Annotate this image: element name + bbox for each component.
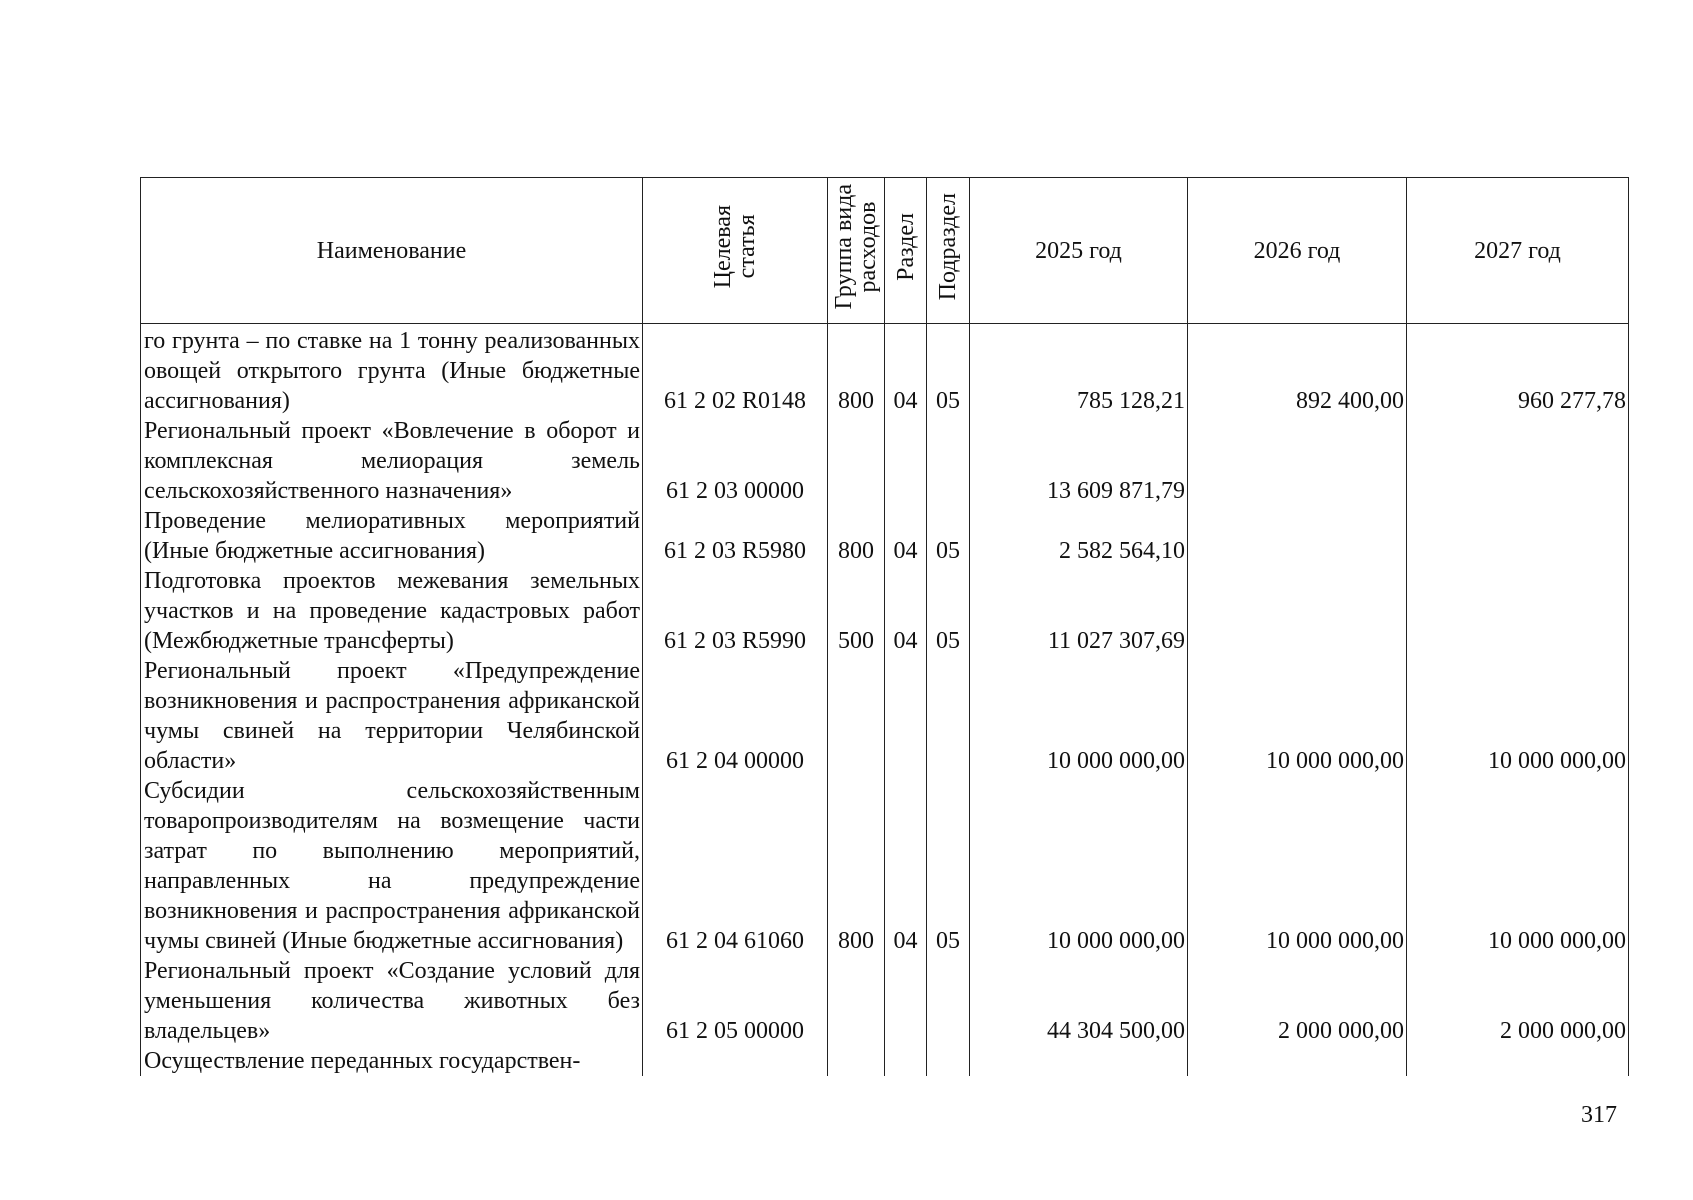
row-expense-group-cell: 800	[828, 776, 885, 956]
header-year-2027: 2027 год	[1407, 178, 1629, 324]
table-row	[141, 566, 1629, 656]
row-2025-amount-cell: 785 128,21	[970, 324, 1188, 417]
row-expense-group-cell	[828, 656, 885, 776]
row-name-cell: Региональный проект «Предупреждение возникновения и распространения африканской чумы свиней на территории Челябинской области»	[141, 656, 643, 776]
row-2026-amount-cell: 10 000 000,00	[1188, 776, 1407, 956]
row-2027-amount-cell	[1407, 566, 1629, 656]
row-expense-group-cell: 500	[828, 566, 885, 656]
row-section-cell	[885, 1046, 927, 1076]
row-subsection-cell	[927, 416, 970, 506]
row-section-cell	[885, 416, 927, 506]
table-row	[141, 324, 1629, 417]
row-name-cell: Региональный проект «Вовлечение в оборот и комплексная мелиорация земель сельскохозяйственного назначения»	[141, 416, 643, 506]
row-expense-group-cell	[828, 416, 885, 506]
row-2027-amount-cell	[1407, 1046, 1629, 1076]
row-2025-amount-cell: 13 609 871,79	[970, 416, 1188, 506]
row-subsection-cell	[927, 1046, 970, 1076]
header-section: Раздел	[885, 178, 927, 324]
row-name-cell: Региональный проект «Создание условий для уменьшения количества животных без владельцев»	[141, 956, 643, 1046]
table-row	[141, 416, 1629, 506]
row-section-cell: 04	[885, 566, 927, 656]
row-2027-amount-cell: 10 000 000,00	[1407, 656, 1629, 776]
row-2026-amount-cell	[1188, 566, 1407, 656]
row-2027-amount-cell	[1407, 416, 1629, 506]
table-row	[141, 776, 1629, 956]
row-section-cell: 04	[885, 506, 927, 566]
table-row	[141, 1046, 1629, 1076]
row-expense-group-cell	[828, 956, 885, 1046]
row-2026-amount-cell: 2 000 000,00	[1188, 956, 1407, 1046]
budget-table	[140, 177, 1629, 1076]
row-2025-amount-cell: 44 304 500,00	[970, 956, 1188, 1046]
row-2027-amount-cell: 2 000 000,00	[1407, 956, 1629, 1046]
row-section-cell: 04	[885, 776, 927, 956]
header-subsection: Подраздел	[927, 178, 970, 324]
row-2025-amount-cell: 10 000 000,00	[970, 776, 1188, 956]
row-2026-amount-cell	[1188, 1046, 1407, 1076]
row-subsection-cell: 05	[927, 506, 970, 566]
row-name-cell: Проведение мелиоративных мероприятий (Иные бюджетные ассигнования)	[141, 506, 643, 566]
row-section-cell: 04	[885, 324, 927, 417]
row-section-cell	[885, 656, 927, 776]
header-year-2025: 2025 год	[970, 178, 1188, 324]
table-row	[141, 656, 1629, 776]
row-name-cell: го грунта – по ставке на 1 тонну реализованных овощей открытого грунта (Иные бюджетные ассигнования)	[141, 324, 643, 417]
row-2025-amount-cell: 10 000 000,00	[970, 656, 1188, 776]
header-year-2026: 2026 год	[1188, 178, 1407, 324]
row-2025-amount-cell: 2 582 564,10	[970, 506, 1188, 566]
row-target-article-cell: 61 2 04 61060	[643, 776, 828, 956]
row-2026-amount-cell	[1188, 416, 1407, 506]
table-header-row	[141, 178, 1629, 324]
row-2026-amount-cell: 892 400,00	[1188, 324, 1407, 417]
row-section-cell	[885, 956, 927, 1046]
table-row	[141, 956, 1629, 1046]
row-target-article-cell: 61 2 02 R0148	[643, 324, 828, 417]
row-2025-amount-cell	[970, 1046, 1188, 1076]
row-subsection-cell: 05	[927, 324, 970, 417]
row-subsection-cell: 05	[927, 566, 970, 656]
row-2027-amount-cell: 960 277,78	[1407, 324, 1629, 417]
row-subsection-cell: 05	[927, 776, 970, 956]
row-name-cell: Подготовка проектов межевания земельных участков и на проведение кадастровых работ (Межбюджетные трансферты)	[141, 566, 643, 656]
row-target-article-cell: 61 2 03 R5990	[643, 566, 828, 656]
header-target-article: Целевая статья	[643, 178, 828, 324]
row-expense-group-cell	[828, 1046, 885, 1076]
row-2025-amount-cell: 11 027 307,69	[970, 566, 1188, 656]
row-2026-amount-cell: 10 000 000,00	[1188, 656, 1407, 776]
row-2027-amount-cell	[1407, 506, 1629, 566]
row-target-article-cell: 61 2 05 00000	[643, 956, 828, 1046]
header-name: Наименование	[141, 178, 643, 324]
page-number: 317	[1581, 1102, 1617, 1128]
row-target-article-cell: 61 2 03 R5980	[643, 506, 828, 566]
row-name-cell: Субсидии сельскохозяйственным товаропроизводителям на возмещение части затрат по выполнению мероприятий, направленных на предупреждение возникновения и распространения африканской чумы свиней (Иные бюджетные ассигнования)	[141, 776, 643, 956]
row-expense-group-cell: 800	[828, 506, 885, 566]
row-expense-group-cell: 800	[828, 324, 885, 417]
row-name-cell: Осуществление переданных государствен-	[141, 1046, 643, 1076]
row-2027-amount-cell: 10 000 000,00	[1407, 776, 1629, 956]
row-2026-amount-cell	[1188, 506, 1407, 566]
header-expense-group: Группа вида расходов	[828, 178, 885, 324]
row-target-article-cell	[643, 1046, 828, 1076]
row-target-article-cell: 61 2 03 00000	[643, 416, 828, 506]
table-row	[141, 506, 1629, 566]
row-target-article-cell: 61 2 04 00000	[643, 656, 828, 776]
row-subsection-cell	[927, 656, 970, 776]
row-subsection-cell	[927, 956, 970, 1046]
